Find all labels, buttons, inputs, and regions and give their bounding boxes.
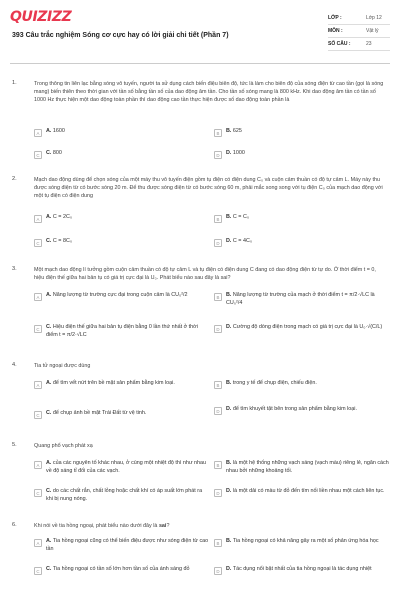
option-text [46,488,210,503]
option-a[interactable] [34,214,210,223]
question-text-pre: Khi nói về tia hồng ngoại, phát biểu nào dưới đây là [34,523,159,529]
option-b[interactable] [214,128,390,137]
option-value: 800 [52,150,62,156]
quiz-meta [328,12,390,51]
meta-row-subject [328,25,390,38]
page-header [0,0,400,62]
option-letter: D. [226,238,232,244]
option-value: C = 4C₀ [232,238,253,244]
option-box[interactable]: D [214,325,222,333]
option-letter: C. [46,324,52,330]
option-value: Hiệu điện thế giữa hai bản tụ điện bằng 0 lần thứ nhất ở thời điểm t = π/2·√LC [46,324,198,338]
option-text [46,238,72,246]
option-value: Tác dụng nổi bật nhất của tia hồng ngoại là tác dụng nhiệt [232,566,372,572]
option-value: của các nguyên tố khác nhau, ở cùng một nhiệt độ thì như nhau về độ sáng tỉ đối của các vạch. [46,460,206,474]
option-letter: A. [46,292,52,298]
option-box[interactable]: D [214,489,222,497]
option-box[interactable]: B [214,539,222,547]
option-letter: C. [46,410,52,416]
option-text [226,128,242,136]
option-c[interactable] [34,238,210,247]
option-value: để tìm vết nứt trên bề mặt sản phẩm bằng kim loại. [52,380,175,386]
meta-row-grade [328,12,390,25]
option-d[interactable] [214,150,390,159]
option-letter: A. [46,128,52,134]
option-value: Tia hồng ngoại có tần số lớn hơn tần số của ánh sáng đỏ [52,566,190,572]
option-box[interactable]: A [34,129,42,137]
option-box[interactable]: A [34,293,42,301]
option-b[interactable] [214,538,390,547]
option-letter: B. [226,380,232,386]
option-value: Tia hồng ngoại cũng có thể biến điệu được như sóng điện từ cao tần [46,538,209,552]
option-value: C = C₀ [232,214,250,220]
question-text: Mạch dao động dùng để chọn sóng của một máy thu vô tuyến điện gồm tụ điện có điện dung C₀ và cuộn cảm thuần có độ tự cảm L. Máy này thu được sóng điện từ có bước sóng 20 m. Để thu được sóng điện từ có bước sóng 60 m, phải mắc song song với tụ điện C₀ của mạch dao động với một tụ điện có điện dung [34,177,383,200]
option-text [46,128,65,136]
question-text: Trong thông tin liên lạc bằng sóng vô tuyến, người ta sử dụng cách biến điệu biên độ, tức là làm cho biên độ của sóng điện từ cao tần (gọi là sóng mang) biến thiên theo thời gian với tần số bằng tần số của dao động âm tần. Cho tần số sóng mang là 800 kHz. Khi dao động âm tần có tần số 1000 Hz thực hiện một dao động toàn phần thì dao động cao tần thực hiện được số dao động toàn phần là [34,81,384,104]
header-divider [10,63,390,64]
option-value: Năng lượng từ trường cực đại trong cuộn cảm là CU₀²/2 [52,292,188,298]
question-text-bold: sai [158,523,167,529]
option-text [226,538,379,546]
option-box[interactable]: C [34,151,42,159]
page-title: 393 Câu trắc nghiệm Sóng cơ cực hay có lời giải chi tiết (Phần 7) [12,32,229,39]
option-text [226,488,385,496]
option-b[interactable] [214,292,390,307]
question-text: Một mạch dao động lí tưởng gồm cuộn cảm thuần có độ tự cảm L và tụ điện có điện dung C đang có dao động điện từ tự do. Ở thời điểm t = 0, hiệu điện thế giữa hai bản tụ có giá trị cực đại là U₀. Phát biểu nào sau đây là sai? [34,267,376,282]
option-value: 1600 [52,128,65,134]
option-box[interactable]: D [214,239,222,247]
option-letter: D. [226,566,232,572]
question-text: Quang phổ vạch phát xạ [34,443,93,449]
option-letter: B. [226,292,232,298]
meta-value: Lớp 12 [366,15,382,21]
option-value: C = 2C₀ [52,214,73,220]
option-letter: A. [46,214,52,220]
option-d[interactable] [214,566,390,575]
option-box[interactable]: D [214,407,222,415]
question-number: 6. [12,522,17,528]
option-a[interactable] [34,380,210,389]
option-text [46,380,175,388]
question-number: 5. [12,442,17,448]
option-letter: D. [226,150,232,156]
meta-row-count [328,38,390,51]
option-text [46,460,210,475]
option-box[interactable]: B [214,293,222,301]
question-number: 3. [12,266,17,272]
option-box[interactable]: A [34,539,42,547]
option-letter: C. [46,566,52,572]
option-a[interactable] [34,292,210,301]
option-letter: A. [46,380,52,386]
option-a[interactable] [34,538,210,553]
option-b[interactable] [214,380,390,389]
option-value: 625 [232,128,242,134]
option-c[interactable] [34,410,210,419]
question-number: 4. [12,362,17,368]
option-letter: D. [226,488,232,494]
option-value: là một hệ thống những vạch sáng (vạch màu) riêng lẻ, ngăn cách nhau bởi những khoảng tối. [226,460,389,474]
option-text [226,324,382,332]
option-text [226,380,317,388]
question-text: Tia tử ngoại được dùng [34,363,91,369]
option-value: để tìm khuyết tật bên trong sản phẩm bằng kim loại. [232,406,357,412]
option-b[interactable] [214,214,390,223]
option-letter: C. [46,150,52,156]
option-value: 1000 [232,150,245,156]
option-text [226,292,390,307]
option-box[interactable]: C [34,325,42,333]
option-box[interactable]: B [214,381,222,389]
option-letter: D. [226,324,232,330]
option-c[interactable] [34,566,210,575]
option-text [46,324,210,339]
meta-value: Vật lý [366,28,379,34]
quizizz-logo[interactable] [10,9,71,25]
option-text [226,150,245,158]
option-box[interactable]: C [34,411,42,419]
option-text [226,406,357,414]
option-box[interactable]: A [34,381,42,389]
option-letter: A. [46,538,52,544]
option-letter: B. [226,538,232,544]
option-letter: B. [226,214,232,220]
option-letter: D. [226,406,232,412]
option-c[interactable] [34,150,210,159]
option-text [46,150,62,158]
option-value: là một dải có màu từ đỏ đến tím nối liền nhau một cách liên tục. [232,488,385,494]
option-text [46,566,189,574]
option-letter: B. [226,128,232,134]
question-text-post: ? [166,523,170,529]
option-box[interactable]: A [34,461,42,469]
option-letter: C. [46,488,52,494]
option-box[interactable]: C [34,489,42,497]
option-box[interactable]: A [34,215,42,223]
question-text [34,522,386,530]
option-d[interactable] [214,406,390,415]
logo-text: QUIZIZZ [10,9,72,25]
question-number: 1. [12,80,17,86]
option-value: Năng lượng từ trường của mạch ở thời điểm t = π/2·√LC là CU₀²/4 [226,292,375,306]
option-letter: A. [46,460,52,466]
option-value: để chụp ảnh bề mặt Trái Đất từ vệ tinh. [52,410,147,416]
option-a[interactable] [34,460,210,475]
option-letter: C. [46,238,52,244]
option-text [46,538,210,553]
question-number: 2. [12,176,17,182]
option-c[interactable] [34,324,210,339]
option-box[interactable]: B [214,461,222,469]
option-a[interactable] [34,128,210,137]
option-value: C = 8C₀ [52,238,73,244]
option-value: trong y tế để chụp điện, chiếu điện. [232,380,317,386]
option-text [226,460,390,475]
option-text [226,214,249,222]
option-text [226,238,252,246]
option-box[interactable]: C [34,239,42,247]
option-box[interactable]: D [214,151,222,159]
option-d[interactable] [214,238,390,247]
meta-value: 23 [366,41,372,47]
meta-label: MÔN : [328,28,343,34]
option-c[interactable] [34,488,210,503]
option-text [226,566,372,574]
meta-label: SỐ CÂU : [328,41,351,47]
option-text [46,214,72,222]
option-d[interactable] [214,324,390,333]
option-b[interactable] [214,460,390,475]
option-value: do các chất rắn, chất lỏng hoặc chất khí có áp suất lớn phát ra khi bị nung nóng. [46,488,203,502]
meta-label: LỚP : [328,15,342,21]
option-text [46,292,188,300]
option-value: Tia hồng ngoại có khả năng gây ra một số phản ứng hóa học [232,538,379,544]
option-box[interactable]: D [214,567,222,575]
option-d[interactable] [214,488,390,497]
option-value: Cường độ dòng điện trong mạch có giá trị cực đại là U₀·√(C/L) [232,324,383,330]
option-text [46,410,146,418]
option-box[interactable]: B [214,215,222,223]
option-box[interactable]: B [214,129,222,137]
option-box[interactable]: C [34,567,42,575]
option-letter: B. [226,460,232,466]
